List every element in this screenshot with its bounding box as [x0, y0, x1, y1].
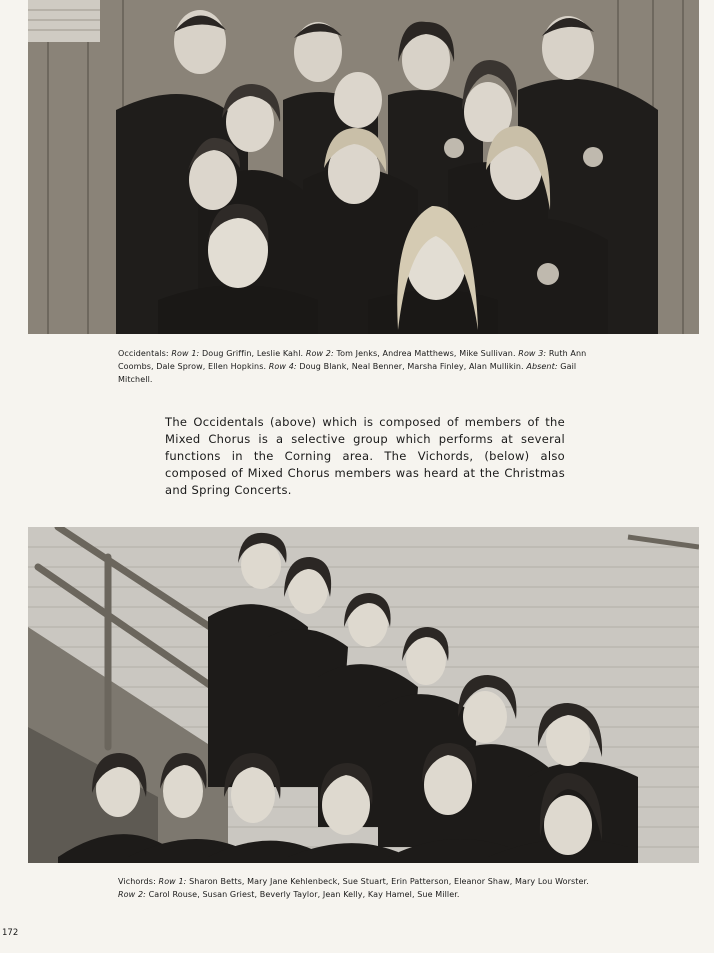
group-name: Vichords: [118, 877, 156, 886]
body-paragraph: The Occidentals (above) which is composed of members of the Mixed Chorus is a selective group which performs at several functions in the Corning area. The Vichords, (below) also composed of Mixed Chorus members was heard at the Christmas and Spring Concerts. [165, 415, 565, 497]
row-names: Sharon Betts, Mary Jane Kehlenbeck, Sue Stuart, Erin Patterson, Eleanor Shaw, Mary Lou Worster. [189, 877, 589, 886]
vichords-caption [118, 875, 598, 901]
row-names: Carol Rouse, Susan Griest, Beverly Taylor, Jean Kelly, Kay Hamel, Sue Miller. [148, 890, 460, 899]
row-names: Tom Jenks, Andrea Matthews, Mike Sullivan. [336, 349, 516, 358]
row-names: Ruth Ann Coombs, Dale Sprow, Ellen Hopkins. [118, 349, 587, 371]
group-name: Occidentals: [118, 349, 169, 358]
row-label: Row 1: [171, 349, 200, 358]
row-label: Row 2: [118, 890, 146, 899]
absent-label: Absent: [526, 362, 558, 371]
absent-names: Gail Mitchell. [118, 362, 577, 384]
page-number: 172 [2, 928, 19, 938]
row-names: Doug Griffin, Leslie Kahl. [201, 349, 304, 358]
row-label: Row 1: [158, 877, 187, 886]
occidentals-caption [118, 347, 598, 386]
row-label: Row 3: [518, 349, 547, 358]
row-label: Row 2: [305, 349, 334, 358]
row-names: Doug Blank, Neal Benner, Marsha Finley, Alan Mullikin. [299, 362, 524, 371]
occidentals-photo [28, 0, 699, 334]
vichords-photo [28, 527, 699, 863]
row-label: Row 4: [268, 362, 297, 371]
